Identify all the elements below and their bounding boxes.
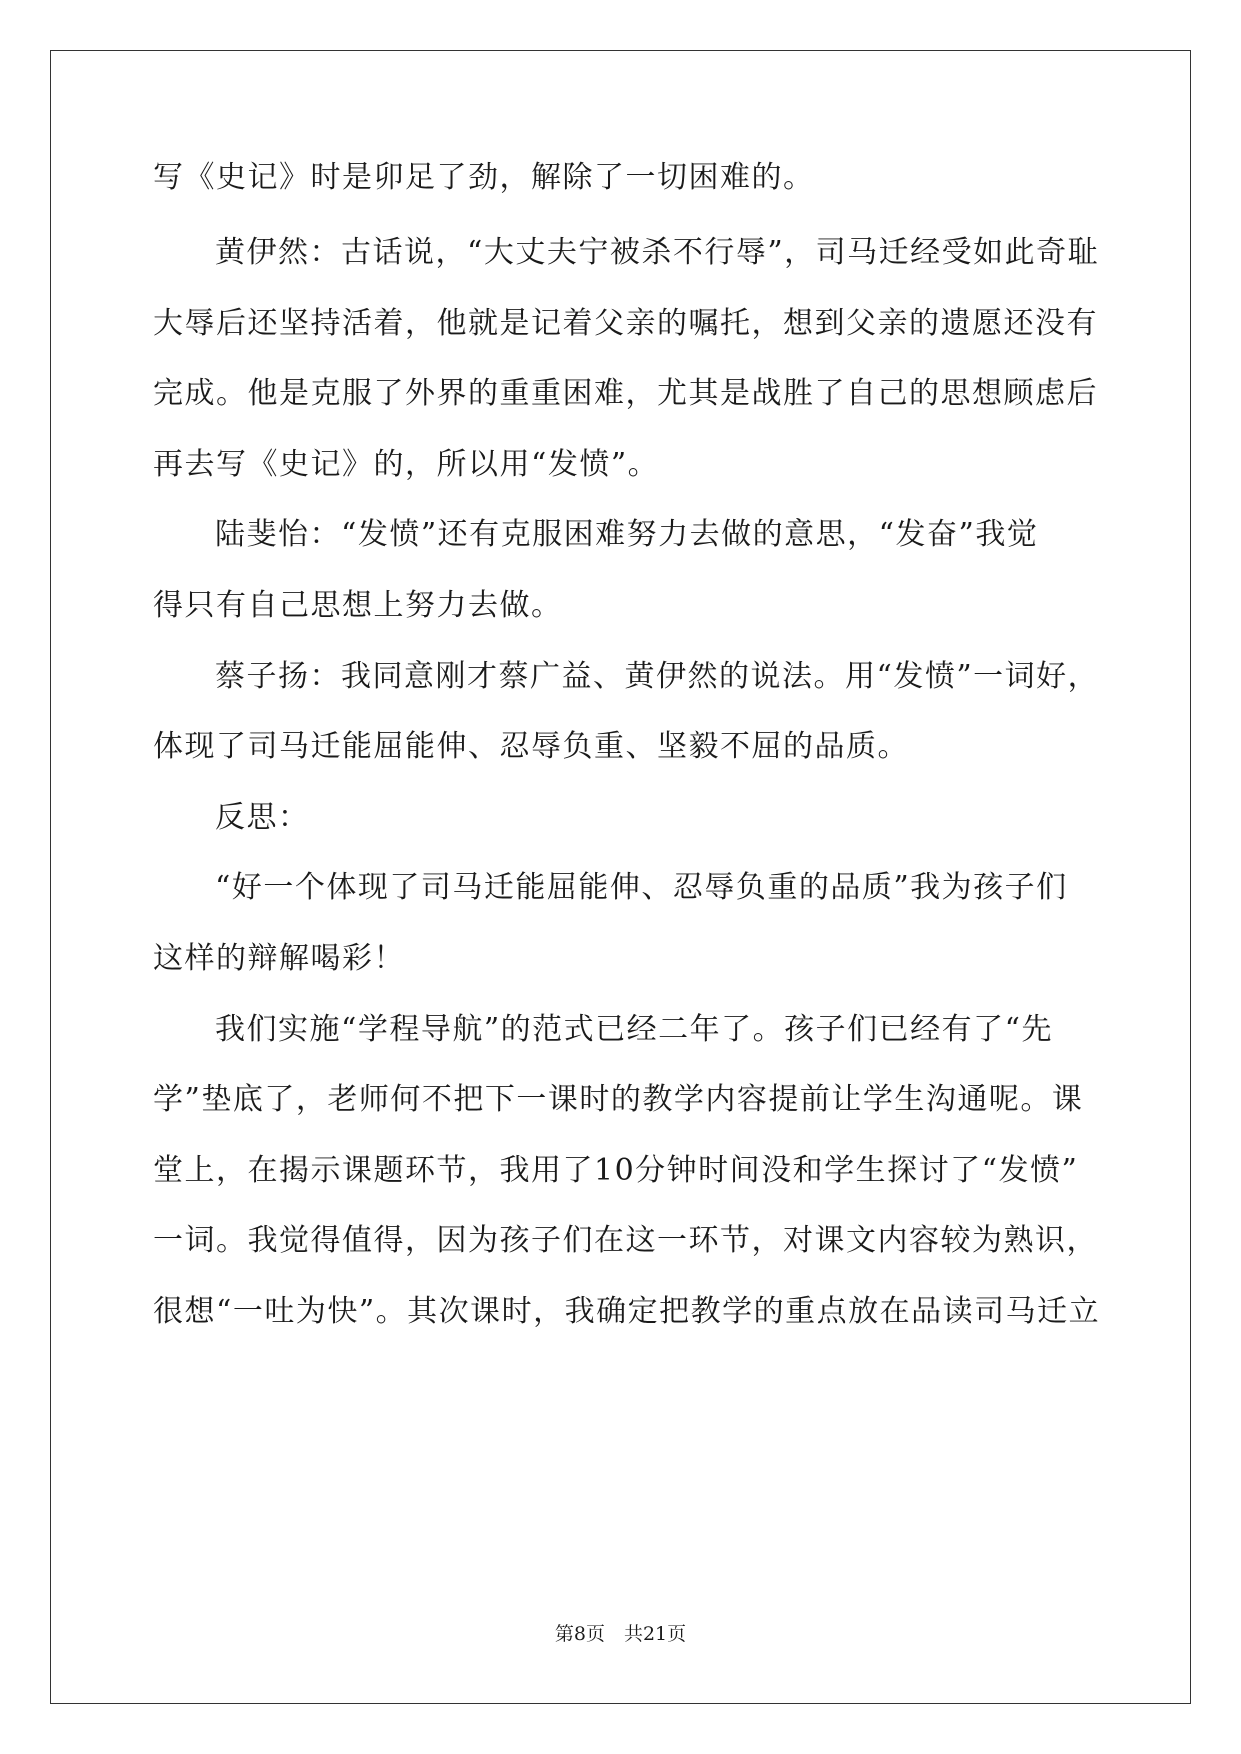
text-line: 学”垫底了，老师何不把下一课时的教学内容提前让学生沟通呢。课: [153, 1082, 1084, 1117]
text-line: 写《史记》时是卯足了劲，解除了一切困难的。: [153, 160, 815, 195]
text-line: 我们实施“学程导航”的范式已经二年了。孩子们已经有了“先: [215, 1012, 1054, 1047]
text-line: 得只有自己思想上努力去做。: [153, 588, 563, 623]
text-line: 蔡子扬：我同意刚才蔡广益、黄伊然的说法。用“发愤”一词好，: [215, 659, 1100, 694]
text-line: 体现了司马迁能屈能伸、忍辱负重、坚毅不屈的品质。: [153, 729, 909, 764]
text-line: 陆斐怡：“发愤”还有克服困难努力去做的意思，“发奋”我觉: [215, 517, 1039, 552]
text-line: 大辱后还坚持活着，他就是记着父亲的嘱托，想到父亲的遗愿还没有: [153, 306, 1098, 341]
text-line: 这样的辩解喝彩！: [153, 941, 405, 976]
text-line: 再去写《史记》的，所以用“发愤”。: [153, 447, 660, 482]
text-line: “好一个体现了司马迁能屈能伸、忍辱负重的品质”我为孩子们: [215, 870, 1068, 905]
text-line: 完成。他是克服了外界的重重困难，尤其是战胜了自己的思想顾虑后: [153, 376, 1098, 411]
text-line: 很想“一吐为快”。其次课时，我确定把教学的重点放在品读司马迁立: [153, 1294, 1101, 1329]
page-number-footer: 第8页 共21页: [554, 1623, 687, 1645]
text-line: 一词。我觉得值得，因为孩子们在这一环节，对课文内容较为熟识，: [153, 1223, 1098, 1258]
text-line: 反思：: [215, 800, 310, 835]
text-line: 黄伊然：古话说，“大丈夫宁被杀不行辱”，司马迁经受如此奇耻: [215, 235, 1100, 270]
text-line: 堂上，在揭示课题环节，我用了10分钟时间没和学生探讨了“发愤”: [153, 1153, 1079, 1188]
